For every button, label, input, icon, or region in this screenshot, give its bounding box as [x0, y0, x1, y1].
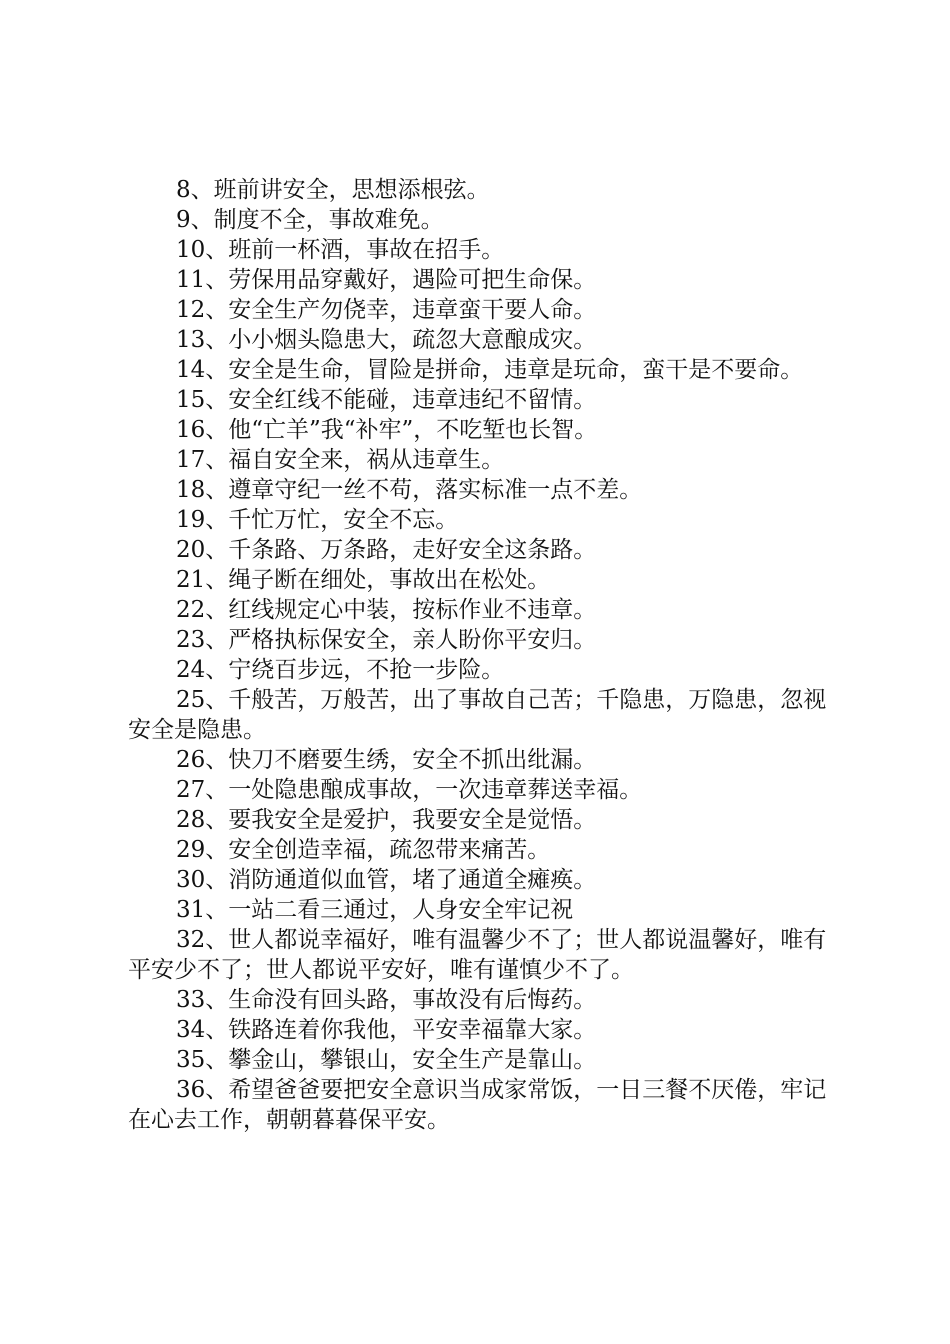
list-item: 11、劳保用品穿戴好，遇险可把生命保。 [176, 267, 597, 293]
list-item: 19、千忙万忙，安全不忘。 [176, 507, 459, 533]
list-item: 36、希望爸爸要把安全意识当成家常饭，一日三餐不厌倦，牢记在心去工作，朝朝暮暮保平安。 [128, 1077, 827, 1133]
list-item: 22、红线规定心中装，按标作业不违章。 [176, 597, 597, 623]
list-item: 8、班前讲安全，思想添根弦。 [176, 177, 490, 203]
list-item: 28、要我安全是爱护，我要安全是觉悟。 [176, 807, 597, 833]
list-item: 33、生命没有回头路，事故没有后悔药。 [176, 987, 597, 1013]
list-item: 25、千般苦，万般苦，出了事故自己苦；千隐患，万隐患，忽视安全是隐患。 [128, 687, 827, 743]
list-item: 12、安全生产勿侥幸，违章蛮干要人命。 [176, 297, 597, 323]
list-item: 21、绳子断在细处，事故出在松处。 [176, 567, 551, 593]
list-item: 10、班前一杯酒，事故在招手。 [176, 237, 505, 263]
list-item: 24、宁绕百步远，不抢一步险。 [176, 657, 505, 683]
list-item: 15、安全红线不能碰，违章违纪不留情。 [176, 387, 597, 413]
slogan-list [128, 175, 840, 1135]
list-item: 34、铁路连着你我他，平安幸福靠大家。 [176, 1017, 597, 1043]
list-item: 27、一处隐患酿成事故，一次违章葬送幸福。 [176, 777, 643, 803]
list-item: 20、千条路、万条路，走好安全这条路。 [176, 537, 597, 563]
list-item: 13、小小烟头隐患大，疏忽大意酿成灾。 [176, 327, 597, 353]
list-item: 18、遵章守纪一丝不苟，落实标准一点不差。 [176, 477, 643, 503]
list-item: 35、攀金山，攀银山，安全生产是靠山。 [176, 1047, 597, 1073]
list-item: 30、消防通道似血管，堵了通道全瘫痪。 [176, 867, 597, 893]
list-item: 23、严格执标保安全，亲人盼你平安归。 [176, 627, 597, 653]
list-item: 26、快刀不磨要生绣，安全不抓出纰漏。 [176, 747, 597, 773]
list-item: 32、世人都说幸福好，唯有温馨少不了；世人都说温馨好，唯有平安少不了；世人都说平安好，唯有谨慎少不了。 [128, 927, 827, 983]
list-item: 14、安全是生命，冒险是拼命，违章是玩命，蛮干是不要命。 [176, 357, 804, 383]
list-item: 17、福自安全来，祸从违章生。 [176, 447, 505, 473]
list-item: 29、安全创造幸福，疏忽带来痛苦。 [176, 837, 551, 863]
list-item: 31、一站二看三通过，人身安全牢记祝 [176, 897, 574, 923]
list-item: 9、制度不全，事故难免。 [176, 207, 444, 233]
list-item: 16、他“亡羊”我“补牢”，不吃堑也长智。 [176, 417, 598, 443]
